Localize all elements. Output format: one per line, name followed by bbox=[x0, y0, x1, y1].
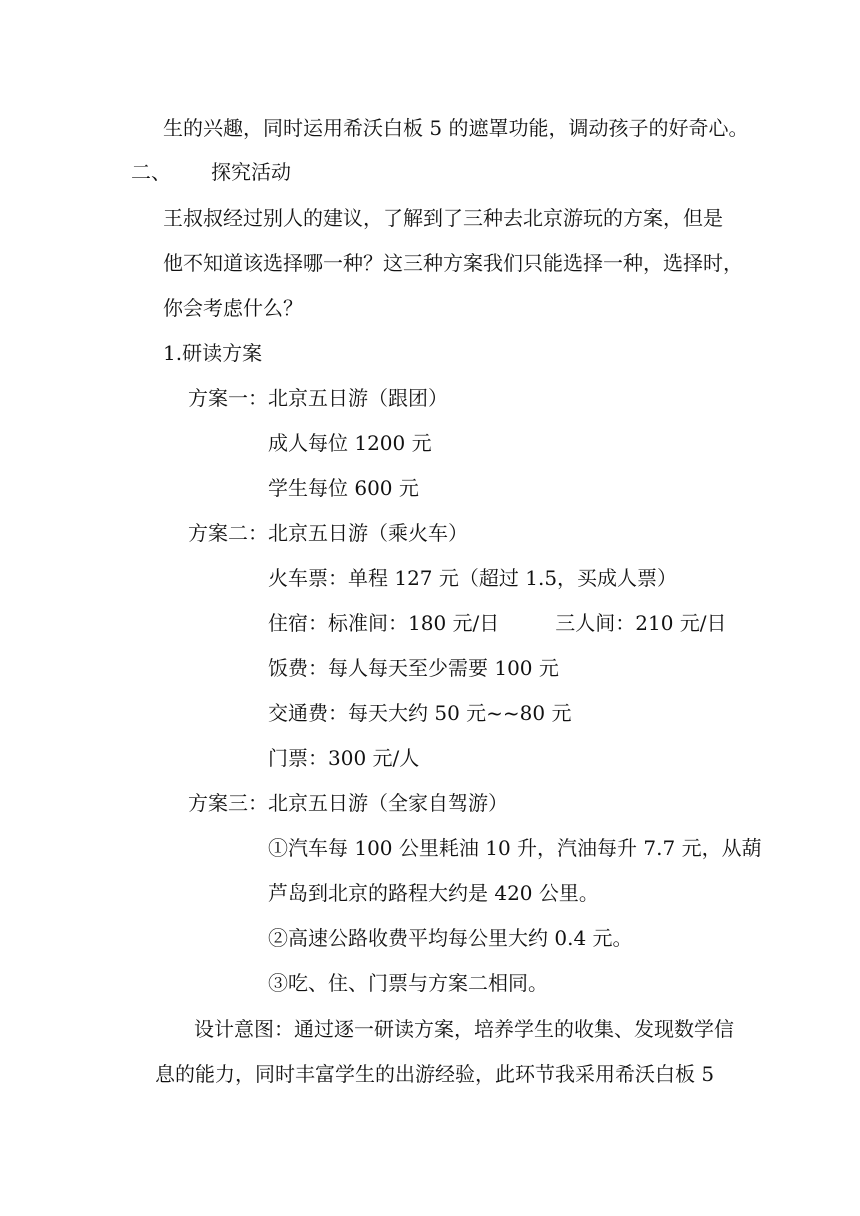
subsection-heading: 1.研读方案 bbox=[163, 341, 263, 365]
paragraph-line: 他不知道该选择哪一种？这三种方案我们只能选择一种，选择时， bbox=[163, 251, 743, 275]
plan1-adult-price: 成人每位 1200 元 bbox=[268, 431, 432, 455]
plan3-item1-line2: 芦岛到北京的路程大约是 420 公里。 bbox=[268, 881, 599, 905]
plan1-title: 方案一：北京五日游（跟团） bbox=[188, 386, 448, 410]
plan3-item3: ③吃、住、门票与方案二相同。 bbox=[268, 971, 548, 995]
plan1-student-price: 学生每位 600 元 bbox=[268, 476, 419, 500]
plan2-transport: 交通费：每天大约 50 元~~80 元 bbox=[268, 701, 572, 725]
plan2-lodging bbox=[268, 609, 727, 637]
plan2-tickets: 门票：300 元/人 bbox=[268, 746, 420, 770]
section-heading bbox=[131, 158, 291, 186]
paragraph-line: 王叔叔经过别人的建议，了解到了三种去北京游玩的方案，但是 bbox=[163, 206, 723, 230]
section-number: 二、 bbox=[131, 160, 171, 184]
section-title: 探究活动 bbox=[211, 160, 291, 184]
plan2-meals: 饭费：每人每天至少需要 100 元 bbox=[268, 656, 559, 680]
design-intent-line2: 息的能力，同时丰富学生的出游经验，此环节我采用希沃白板 5 bbox=[155, 1062, 715, 1086]
lodging-standard: 住宿：标准间：180 元/日 bbox=[268, 611, 500, 635]
paragraph-line: 你会考虑什么？ bbox=[163, 296, 303, 320]
plan3-item1-line1: ①汽车每 100 公里耗油 10 升，汽油每升 7.7 元，从葫 bbox=[268, 836, 762, 860]
plan2-title: 方案二：北京五日游（乘火车） bbox=[188, 521, 468, 545]
plan3-title: 方案三：北京五日游（全家自驾游） bbox=[188, 791, 508, 815]
design-intent-line1: 设计意图：通过逐一研读方案，培养学生的收集、发现数学信 bbox=[194, 1017, 734, 1041]
lodging-triple: 三人间：210 元/日 bbox=[555, 611, 727, 635]
paragraph-line: 生的兴趣，同时运用希沃白板 5 的遮罩功能，调动孩子的好奇心。 bbox=[163, 116, 749, 140]
plan2-train-ticket: 火车票：单程 127 元（超过 1.5，买成人票） bbox=[268, 566, 678, 590]
plan3-item2: ②高速公路收费平均每公里大约 0.4 元。 bbox=[268, 926, 633, 950]
